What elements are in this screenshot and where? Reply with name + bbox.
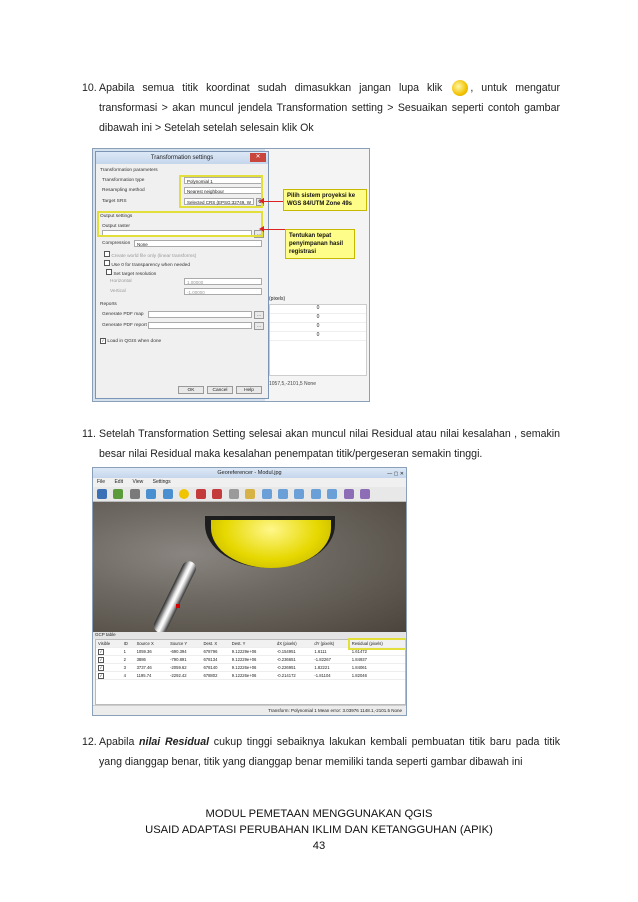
status-bar: Transform: Polynomial 1 Mean error: 3.03976 1148.1,-2101.5 None [93,705,406,715]
menu-edit[interactable]: Edit [114,479,124,485]
emphasis-text: nilai Residual [139,736,210,748]
label-pdf-report: Generate PDF report [102,323,147,328]
footer-title: MODUL PEMETAAN MENGGUNAKAN QGIS [205,808,433,820]
link-georef-icon[interactable] [344,489,354,499]
table-row[interactable] [96,672,405,680]
transformation-settings-icon[interactable] [179,489,189,499]
checkbox-transparency[interactable]: Use 0 for transparency when needed [104,260,190,268]
highlight-box-srs [179,175,263,208]
add-point-icon[interactable] [196,489,206,499]
zoom-in-icon[interactable] [262,489,272,499]
bg-gcp-table [269,304,367,376]
compression-select[interactable]: None [134,240,262,247]
table-row[interactable] [96,664,405,672]
cell-id: 1 [122,648,135,656]
close-icon[interactable]: ✕ [250,153,266,162]
highlight-box-output [97,211,263,237]
pdf-map-input[interactable] [148,311,252,318]
visible-checkbox[interactable]: ✓ [99,648,103,654]
section-reports: Reports [100,302,117,307]
cell-dx: -0.214172 [275,672,313,680]
label-pdf-map: Generate PDF map [102,312,144,317]
cell-dy: -1.82267 [312,656,349,664]
paragraph-text: Apabila nilai Residual cukup tinggi sebaiknya lakukan kembali pembuatan titik baru pada titik yang dianggap benar, titik yang dianggap benar memiliki tanda seperti gambar dibawah ini [99,736,560,768]
help-button[interactable]: Help [236,386,262,394]
gcp-point-marker[interactable] [176,604,180,608]
arrow-head-icon [259,198,264,204]
target-srs-select[interactable]: Selected CRS (EPSG:32749, W [184,198,254,205]
menu-view[interactable]: View [132,479,144,485]
srs-picker-button[interactable]: ⚙ [257,200,263,205]
visible-checkbox[interactable]: ✓ [99,656,103,662]
cell-source-x: 3737.46 [135,664,169,672]
list-number: 11. [82,428,96,440]
menu-settings[interactable]: Settings [152,479,171,485]
cell-dest-y: 9.12226e+06 [230,664,275,672]
cell-source-y: -790.891 [168,656,201,664]
column-header[interactable]: ID [122,640,135,648]
cell-dest-x: 678802 [201,672,229,680]
table-row: 0 [270,314,366,323]
table-row: 0 [270,332,366,341]
cell-dy: 1.82221 [312,664,349,672]
save-gcp-icon[interactable] [163,489,173,499]
pdf-report-input[interactable] [148,322,252,329]
label-vertical: Vertical [110,289,126,294]
visible-checkbox[interactable]: ✓ [99,672,103,678]
cell-dx: -0.236651 [275,656,313,664]
bg-table-header: (pixels) [269,296,286,302]
page-number: 43 [312,840,326,852]
cell-residual: 1.82046 [350,672,405,680]
transformation-type-select[interactable]: Polynomial 1 [184,177,262,184]
open-raster-icon[interactable] [97,489,107,499]
checkbox[interactable] [104,260,110,266]
resampling-method-select[interactable]: Nearest neighbour [184,187,262,194]
paragraph-item-10 [82,78,560,138]
dialog-title: Transformation settings ✕ [96,152,268,164]
transformation-settings-screenshot [92,148,370,402]
label-target-srs: Target SRS [102,199,127,204]
section-output-settings: Output settings [100,214,133,219]
table-row[interactable] [96,656,405,664]
cell-id: 3 [122,664,135,672]
ok-button[interactable]: OK [178,386,204,394]
horizontal-input[interactable]: 1,00000 [184,278,262,285]
toolbar [93,487,406,502]
georeferencer-screenshot [92,467,407,716]
zoom-next-icon[interactable] [327,489,337,499]
cell-residual: 1.61472 [350,648,405,656]
table-header-row [96,640,405,648]
load-gcp-icon[interactable] [146,489,156,499]
image-content [152,559,199,635]
cell-source-y: -2059.62 [168,664,201,672]
label-resampling-method: Resampling method [102,188,145,193]
callout-output: Tentukan tepat penyimpanan hasil registrasi [285,229,355,259]
label-transformation-type: Transformation type [102,178,145,183]
cell-residual: 1.84061 [350,664,405,672]
section-transformation-parameters: Transformation parameters [100,168,158,173]
column-header[interactable]: Dest. Y [230,640,275,648]
image-content [211,520,331,568]
checkbox[interactable] [106,269,112,275]
visible-checkbox[interactable]: ✓ [99,664,103,670]
paragraph-item-11 [82,424,560,464]
cancel-button[interactable]: Cancel [207,386,233,394]
menu-bar [93,478,406,487]
list-number: 12. [82,736,97,748]
delete-point-icon[interactable] [212,489,222,499]
column-header[interactable]: Source Y [168,640,201,648]
paragraph-item-12 [82,732,560,772]
table-row: 0 [270,305,366,314]
cell-id: 4 [122,672,135,680]
raster-canvas[interactable] [93,502,406,632]
cell-dy: -1.81104 [312,672,349,680]
browse-button[interactable]: ... [254,230,264,238]
vertical-input[interactable]: -1,00000 [184,288,262,295]
link-qgis-icon[interactable] [360,489,370,499]
cell-id: 2 [122,656,135,664]
arrow-line [263,229,285,230]
column-header[interactable]: Dest. X [201,640,229,648]
cell-source-x: 1059.36 [135,648,169,656]
cell-dx: -0.154951 [275,648,313,656]
label-output-raster: Output raster [102,224,130,229]
checkbox-resolution[interactable]: Set target resolution [106,269,156,277]
arrow-line [263,201,283,202]
column-header[interactable]: dX (pixels) [275,640,313,648]
list-number: 10. [82,82,97,94]
cell-dest-x: 678796 [201,648,229,656]
label-horizontal: Horizontal [110,279,132,284]
bg-status-text: 1057,5,-2101,5 None [269,381,316,387]
cell-source-x: 1195.74 [135,672,169,680]
paragraph-text: Setelah Transformation Setting selesai akan muncul nilai Residual atau nilai kesalahan , semakin besar nilai Residual maka kesalahan penempatan titik/pergeseran semakin tinggi. [99,428,560,460]
window-controls[interactable]: — ▢ ✕ [387,471,404,477]
cell-residual: 1.84937 [350,656,405,664]
zoom-full-icon[interactable] [294,489,304,499]
gcp-table-title: GCP table [93,632,406,639]
checkbox[interactable] [104,251,110,257]
cell-source-x: 3886 [135,656,169,664]
cell-source-y: -690.394 [168,648,201,656]
window-title: Georeferencer - Modul.jpg — ▢ ✕ [93,468,406,478]
checkbox-world-file[interactable]: Create world file only (linear transforms) [104,251,196,259]
gdal-script-icon[interactable] [130,489,140,499]
cell-source-y: -2292.42 [168,672,201,680]
pan-icon[interactable] [245,489,255,499]
start-georeferencing-icon [452,80,468,96]
column-header[interactable]: Source X [135,640,169,648]
cell-dest-x: 678140 [201,664,229,672]
label-compression: Compression [102,241,131,246]
paragraph-text: Apabila semua titik koordinat sudah dimasukkan jangan lupa klik , untuk mengatur transformasi > akan muncul jendela Transformation setting > Sesuaikan seperti contoh gambar dibawah ini > Setelah setelah selesain klik Ok [99,82,560,134]
table-row[interactable] [96,648,405,656]
column-header[interactable]: dY (pixels) [312,640,349,648]
column-header-residual[interactable]: Residual (pixels) [350,640,405,648]
gcp-table [95,639,406,705]
move-point-icon[interactable] [229,489,239,499]
checkbox[interactable]: ✓ [101,338,105,343]
footer-subtitle: USAID ADAPTASI PERUBAHAN IKLIM DAN KETANGGUHAN (APIK) [145,824,493,836]
browse-pdf-report-button[interactable]: ... [254,322,264,330]
start-georeferencing-icon[interactable] [113,489,123,499]
menu-file[interactable]: File [97,479,106,485]
browse-pdf-map-button[interactable]: ... [254,311,264,319]
checkbox-load-in-qgis[interactable]: ✓ Load in QGIS when done [101,338,162,344]
cell-dest-y: 9.12226e+06 [230,672,275,680]
callout-projection: Pilih sistem proyeksi ke WGS 84/UTM Zone 49s [283,189,367,211]
cell-dest-y: 9.12229e+06 [230,648,275,656]
cell-dest-x: 678134 [201,656,229,664]
zoom-out-icon[interactable] [278,489,288,499]
cell-dx: -0.226951 [275,664,313,672]
arrow-head-icon [259,226,264,232]
cell-dy: 1.6111 [312,648,349,656]
zoom-last-icon[interactable] [311,489,321,499]
cell-dest-y: 9.12229e+06 [230,656,275,664]
table-row: 0 [270,323,366,332]
column-header[interactable]: Visible [96,640,122,648]
